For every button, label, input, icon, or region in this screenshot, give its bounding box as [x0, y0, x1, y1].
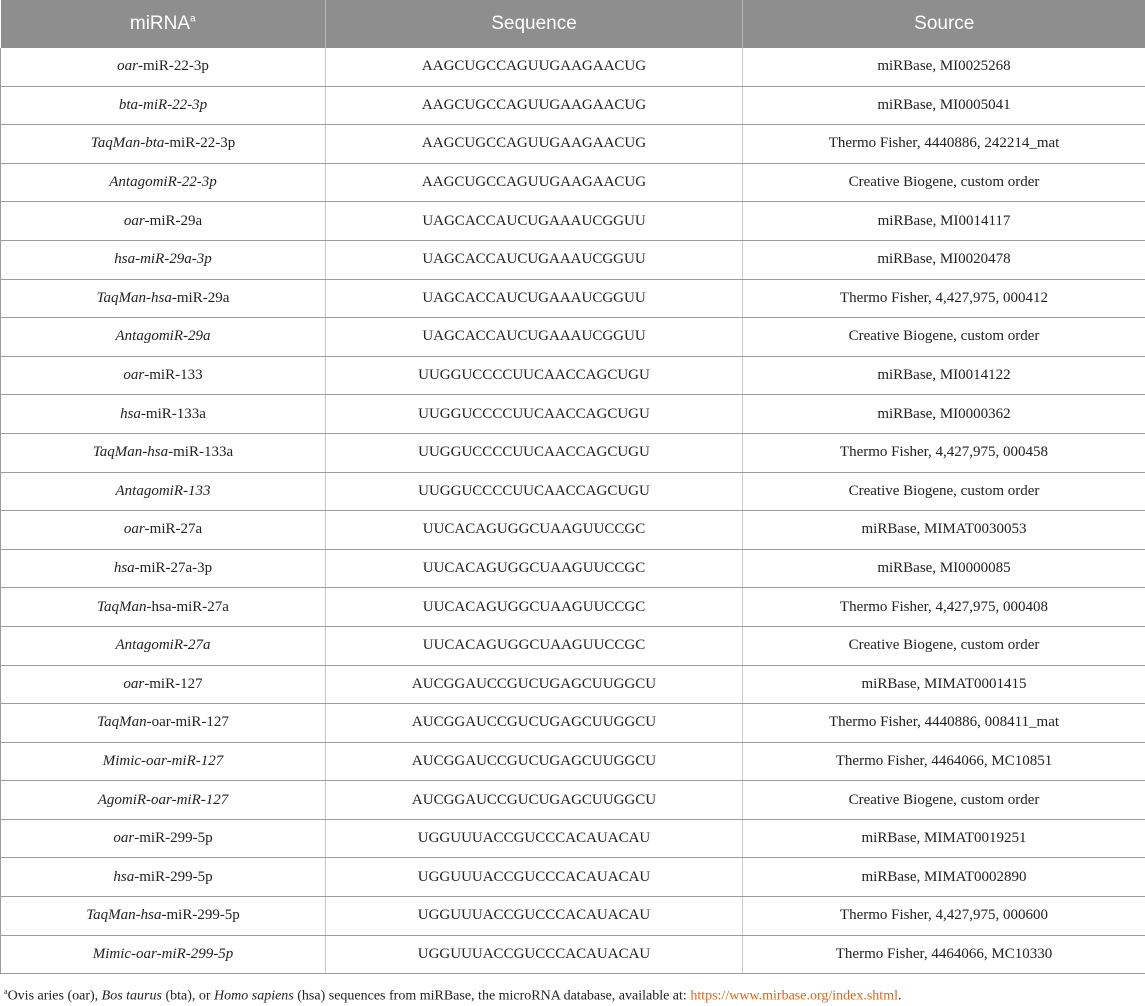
table-row — [1, 626, 1145, 665]
table-row — [1, 86, 1145, 125]
table-row — [1, 742, 1145, 781]
cell-mirna — [1, 472, 326, 511]
cell-source: Thermo Fisher, 4440886, 008411_mat — [743, 704, 1145, 743]
mirna-name-part: AntagomiR-133 — [116, 483, 211, 499]
footnote-part: Bos taurus — [102, 989, 162, 1004]
table-row — [1, 433, 1145, 472]
table-row — [1, 897, 1145, 936]
cell-source: Creative Biogene, custom order — [743, 626, 1145, 665]
header-mirna-footnote-mark: a — [190, 14, 196, 25]
cell-source: miRBase, MIMAT0001415 — [743, 665, 1145, 704]
cell-source: Thermo Fisher, 4,427,975, 000458 — [743, 433, 1145, 472]
cell-mirna — [1, 433, 326, 472]
mirna-name-part: TaqMan — [97, 599, 146, 615]
cell-sequence: UUCACAGUGGCUAAGUUCCGC — [326, 511, 743, 550]
table-row — [1, 665, 1145, 704]
cell-mirna — [1, 742, 326, 781]
table-row — [1, 819, 1145, 858]
mirna-name-part: oar — [113, 830, 134, 846]
cell-sequence: AAGCUGCCAGUUGAAGAACUG — [326, 48, 743, 86]
mirna-name-part: hsa-miR-29a-3p — [114, 251, 212, 267]
cell-mirna — [1, 202, 326, 241]
cell-mirna — [1, 48, 326, 86]
header-source: Source — [743, 0, 1145, 48]
cell-sequence: UUCACAGUGGCUAAGUUCCGC — [326, 626, 743, 665]
cell-sequence: UAGCACCAUCUGAAAUCGGUU — [326, 240, 743, 279]
mirna-name-part: AntagomiR-27a — [116, 637, 211, 653]
table-row — [1, 125, 1145, 164]
cell-source: Thermo Fisher, 4440886, 242214_mat — [743, 125, 1145, 164]
mirna-name-part: -hsa-miR-27a — [146, 599, 228, 615]
cell-sequence: UUGGUCCCCUUCAACCAGCUGU — [326, 356, 743, 395]
cell-sequence: AAGCUGCCAGUUGAAGAACUG — [326, 163, 743, 202]
mirna-name-part: -oar-miR-127 — [147, 714, 229, 730]
table-footnote — [0, 974, 1145, 1006]
cell-sequence: AUCGGAUCCGUCUGAGCUUGGCU — [326, 704, 743, 743]
footnote-part: Ovis aries (oar), — [8, 989, 102, 1004]
mirna-name-part: -miR-127 — [144, 676, 202, 692]
footnote-text — [8, 989, 691, 1004]
cell-source: Creative Biogene, custom order — [743, 163, 1145, 202]
cell-source: miRBase, MI0014122 — [743, 356, 1145, 395]
cell-sequence: UAGCACCAUCUGAAAUCGGUU — [326, 202, 743, 241]
cell-mirna — [1, 819, 326, 858]
cell-mirna — [1, 279, 326, 318]
cell-sequence: UGGUUUACCGUCCCACAUACAU — [326, 819, 743, 858]
cell-mirna — [1, 935, 326, 974]
mirna-name-part: -miR-22-3p — [164, 135, 235, 151]
table-body — [1, 48, 1145, 974]
cell-source: Thermo Fisher, 4,427,975, 000408 — [743, 588, 1145, 627]
cell-mirna — [1, 665, 326, 704]
footnote-end: . — [898, 989, 902, 1004]
mirna-name-part: -miR-27a-3p — [135, 560, 212, 576]
cell-source: miRBase, MI0025268 — [743, 48, 1145, 86]
mirna-name-part: oar — [124, 521, 145, 537]
cell-sequence: UUGGUCCCCUUCAACCAGCUGU — [326, 395, 743, 434]
mirna-name-part: hsa — [113, 869, 134, 885]
table-row — [1, 318, 1145, 357]
cell-sequence: AUCGGAUCCGUCUGAGCUUGGCU — [326, 665, 743, 704]
mirna-name-part: AgomiR-oar-miR-127 — [98, 792, 229, 808]
cell-sequence: UGGUUUACCGUCCCACAUACAU — [326, 858, 743, 897]
mirna-name-part: oar — [123, 676, 144, 692]
table-row — [1, 48, 1145, 86]
cell-source: Creative Biogene, custom order — [743, 472, 1145, 511]
cell-mirna — [1, 511, 326, 550]
table-row — [1, 163, 1145, 202]
mirna-name-part: AntagomiR-29a — [116, 328, 211, 344]
cell-mirna — [1, 704, 326, 743]
cell-sequence: AAGCUGCCAGUUGAAGAACUG — [326, 125, 743, 164]
cell-source: Thermo Fisher, 4464066, MC10330 — [743, 935, 1145, 974]
mirna-name-part: oar — [117, 58, 138, 74]
footnote-part: (bta), or — [162, 989, 214, 1004]
mirna-name-part: -miR-133a — [168, 444, 233, 460]
mirna-name-part: oar — [124, 213, 145, 229]
cell-sequence: UGGUUUACCGUCCCACAUACAU — [326, 935, 743, 974]
mirna-name-part: -miR-29a — [172, 290, 230, 306]
cell-mirna — [1, 356, 326, 395]
cell-sequence: UAGCACCAUCUGAAAUCGGUU — [326, 318, 743, 357]
table-row — [1, 356, 1145, 395]
table-row — [1, 781, 1145, 820]
cell-sequence: AAGCUGCCAGUUGAAGAACUG — [326, 86, 743, 125]
cell-source: Thermo Fisher, 4,427,975, 000412 — [743, 279, 1145, 318]
cell-mirna — [1, 125, 326, 164]
cell-source: miRBase, MI0020478 — [743, 240, 1145, 279]
cell-sequence: UUCACAGUGGCUAAGUUCCGC — [326, 588, 743, 627]
table-row — [1, 858, 1145, 897]
cell-mirna — [1, 897, 326, 936]
cell-source: miRBase, MI0000362 — [743, 395, 1145, 434]
cell-sequence: UGGUUUACCGUCCCACAUACAU — [326, 897, 743, 936]
cell-source: miRBase, MI0005041 — [743, 86, 1145, 125]
cell-mirna — [1, 240, 326, 279]
mirna-name-part: oar — [123, 367, 144, 383]
table-row — [1, 704, 1145, 743]
cell-mirna — [1, 318, 326, 357]
cell-source: miRBase, MIMAT0002890 — [743, 858, 1145, 897]
cell-source: Creative Biogene, custom order — [743, 318, 1145, 357]
cell-source: miRBase, MIMAT0019251 — [743, 819, 1145, 858]
cell-sequence: UAGCACCAUCUGAAAUCGGUU — [326, 279, 743, 318]
cell-source: miRBase, MI0014117 — [743, 202, 1145, 241]
table-row — [1, 202, 1145, 241]
mirna-name-part: -miR-27a — [145, 521, 203, 537]
mirbase-link[interactable]: https://www.mirbase.org/index.shtml — [690, 989, 898, 1004]
cell-sequence: UUGGUCCCCUUCAACCAGCUGU — [326, 472, 743, 511]
cell-mirna — [1, 781, 326, 820]
mirna-name-part: -miR-299-5p — [134, 869, 212, 885]
cell-sequence: AUCGGAUCCGUCUGAGCUUGGCU — [326, 742, 743, 781]
mirna-name-part: Mimic-oar-miR-127 — [103, 753, 224, 769]
mirna-name-part: -miR-22-3p — [138, 58, 209, 74]
cell-mirna — [1, 395, 326, 434]
cell-sequence: UUCACAGUGGCUAAGUUCCGC — [326, 549, 743, 588]
mirna-name-part: TaqMan-bta — [91, 135, 165, 151]
cell-mirna — [1, 626, 326, 665]
cell-sequence: UUGGUCCCCUUCAACCAGCUGU — [326, 433, 743, 472]
cell-source: Thermo Fisher, 4,427,975, 000600 — [743, 897, 1145, 936]
mirna-name-part: -miR-29a — [145, 213, 203, 229]
cell-mirna — [1, 86, 326, 125]
mirna-name-part: bta-miR-22-3p — [119, 97, 207, 113]
cell-mirna — [1, 549, 326, 588]
header-mirna-label: miRNA — [130, 13, 190, 34]
table-row — [1, 279, 1145, 318]
mirna-name-part: -miR-299-5p — [134, 830, 212, 846]
mirna-name-part: -miR-299-5p — [161, 907, 239, 923]
mirna-name-part: hsa — [114, 560, 135, 576]
table-row — [1, 395, 1145, 434]
cell-source: miRBase, MIMAT0030053 — [743, 511, 1145, 550]
cell-mirna — [1, 588, 326, 627]
footnote-part: Homo sapiens — [214, 989, 294, 1004]
header-sequence: Sequence — [326, 0, 743, 48]
footnote-mark: a — [4, 987, 8, 996]
table-row — [1, 549, 1145, 588]
mirna-name-part: TaqMan-hsa — [93, 444, 168, 460]
table-row — [1, 588, 1145, 627]
cell-source: Thermo Fisher, 4464066, MC10851 — [743, 742, 1145, 781]
mirna-name-part: hsa — [120, 406, 141, 422]
cell-mirna — [1, 858, 326, 897]
cell-source: miRBase, MI0000085 — [743, 549, 1145, 588]
header-mirna — [1, 0, 326, 48]
table-row — [1, 511, 1145, 550]
mirna-name-part: TaqMan-hsa — [86, 907, 161, 923]
cell-source: Creative Biogene, custom order — [743, 781, 1145, 820]
mirna-name-part: TaqMan — [97, 714, 146, 730]
mirna-name-part: AntagomiR-22-3p — [109, 174, 216, 190]
mirna-name-part: TaqMan-hsa — [97, 290, 172, 306]
table-row — [1, 472, 1145, 511]
mirna-name-part: Mimic-oar-miR-299-5p — [93, 946, 234, 962]
footnote-part: (hsa) sequences from miRBase, the microRNA database, available at: — [294, 989, 691, 1004]
mirna-name-part: -miR-133 — [144, 367, 202, 383]
table-row — [1, 935, 1145, 974]
cell-mirna — [1, 163, 326, 202]
mirna-name-part: -miR-133a — [141, 406, 206, 422]
table-row — [1, 240, 1145, 279]
table-header-row — [1, 0, 1145, 48]
cell-sequence: AUCGGAUCCGUCUGAGCUUGGCU — [326, 781, 743, 820]
